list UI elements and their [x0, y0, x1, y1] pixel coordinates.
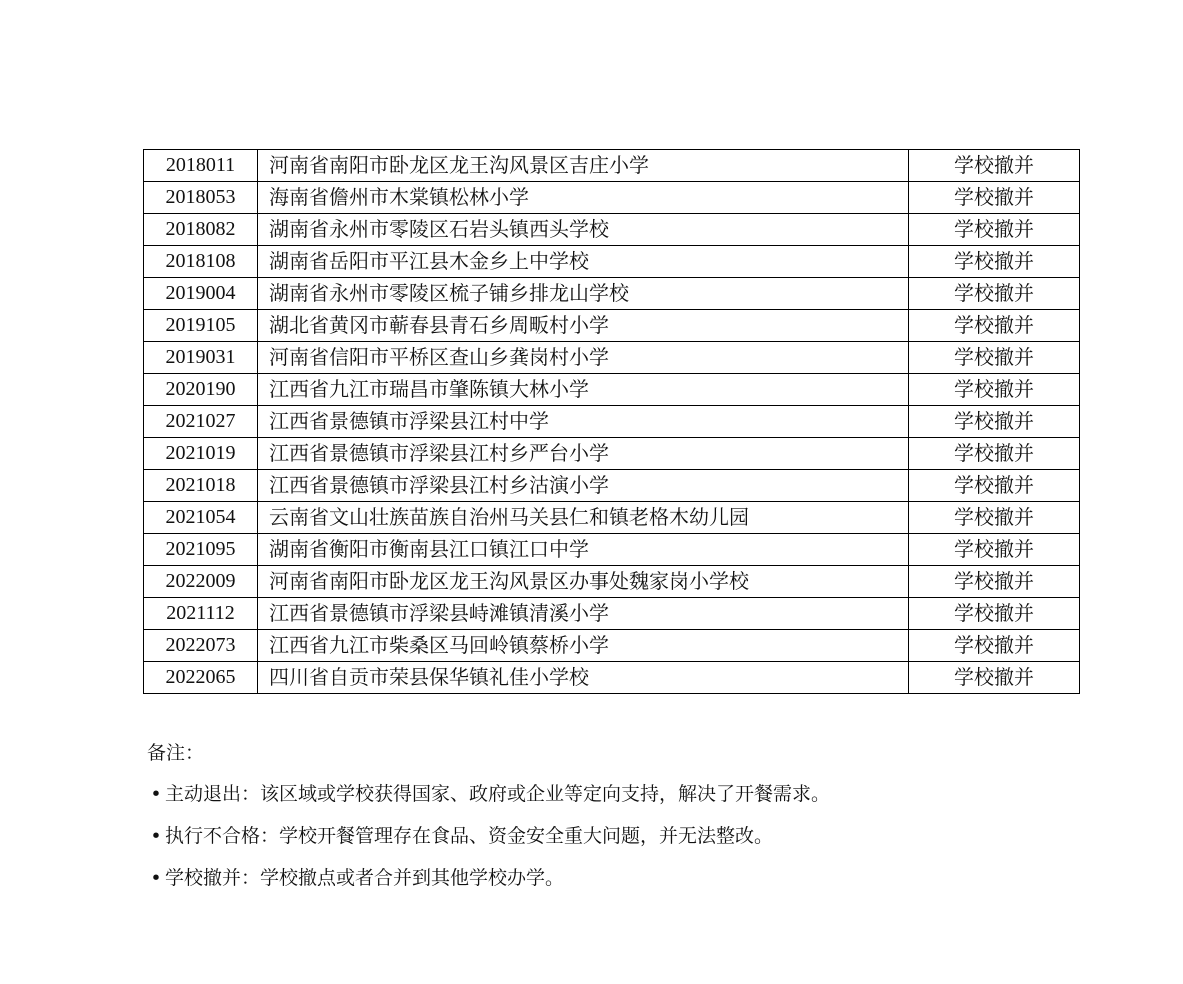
school-id-cell: 2022065: [144, 662, 258, 694]
school-id-cell: 2021027: [144, 406, 258, 438]
table-body: [144, 150, 1080, 694]
school-id-cell: 2019004: [144, 278, 258, 310]
exit-reason-cell: 学校撤并: [909, 502, 1080, 534]
school-id-cell: 2022009: [144, 566, 258, 598]
school-id-cell: 2021019: [144, 438, 258, 470]
school-name-cell: 河南省信阳市平桥区查山乡龚岗村小学: [258, 342, 909, 374]
table-row: [144, 342, 1080, 374]
bullet-icon: •: [150, 825, 162, 847]
school-id-cell: 2021018: [144, 470, 258, 502]
table-row: [144, 438, 1080, 470]
table-row: [144, 374, 1080, 406]
exit-reason-cell: 学校撤并: [909, 534, 1080, 566]
school-id-cell: 2022073: [144, 630, 258, 662]
school-name-cell: 江西省九江市瑞昌市肇陈镇大林小学: [258, 374, 909, 406]
notes-section: [147, 738, 1047, 905]
school-name-cell: 河南省南阳市卧龙区龙王沟风景区办事处魏家岗小学校: [258, 566, 909, 598]
school-exit-table: [143, 149, 1080, 694]
school-name-cell: 江西省九江市柴桑区马回岭镇蔡桥小学: [258, 630, 909, 662]
exit-reason-cell: 学校撤并: [909, 566, 1080, 598]
school-id-cell: 2018011: [144, 150, 258, 182]
note-text: 学校撤并：学校撤点或者合并到其他学校办学。: [165, 867, 565, 889]
exit-reason-cell: 学校撤并: [909, 438, 1080, 470]
exit-reason-cell: 学校撤并: [909, 150, 1080, 182]
school-id-cell: 2021054: [144, 502, 258, 534]
school-name-cell: 湖北省黄冈市蕲春县青石乡周畈村小学: [258, 310, 909, 342]
school-name-cell: 海南省儋州市木棠镇松林小学: [258, 182, 909, 214]
school-name-cell: 江西省景德镇市浮梁县峙滩镇清溪小学: [258, 598, 909, 630]
note-item-noncompliance: [147, 821, 1047, 851]
table-row: [144, 406, 1080, 438]
school-name-cell: 湖南省永州市零陵区梳子铺乡排龙山学校: [258, 278, 909, 310]
table-row: [144, 630, 1080, 662]
school-name-cell: 湖南省永州市零陵区石岩头镇西头学校: [258, 214, 909, 246]
table-row: [144, 150, 1080, 182]
table-row: [144, 662, 1080, 694]
exit-reason-cell: 学校撤并: [909, 470, 1080, 502]
school-id-cell: 2018082: [144, 214, 258, 246]
exit-reason-cell: 学校撤并: [909, 246, 1080, 278]
table-row: [144, 470, 1080, 502]
table-row: [144, 310, 1080, 342]
school-name-cell: 四川省自贡市荣县保华镇礼佳小学校: [258, 662, 909, 694]
school-name-cell: 江西省景德镇市浮梁县江村中学: [258, 406, 909, 438]
school-id-cell: 2018108: [144, 246, 258, 278]
exit-reason-cell: 学校撤并: [909, 662, 1080, 694]
table-row: [144, 214, 1080, 246]
exit-reason-cell: 学校撤并: [909, 278, 1080, 310]
exit-reason-cell: 学校撤并: [909, 598, 1080, 630]
table-row: [144, 278, 1080, 310]
school-id-cell: 2019031: [144, 342, 258, 374]
table-row: [144, 502, 1080, 534]
school-id-cell: 2019105: [144, 310, 258, 342]
school-id-cell: 2020190: [144, 374, 258, 406]
school-name-cell: 江西省景德镇市浮梁县江村乡沽演小学: [258, 470, 909, 502]
note-item-active-exit: [147, 779, 1047, 809]
exit-reason-cell: 学校撤并: [909, 310, 1080, 342]
school-id-cell: 2018053: [144, 182, 258, 214]
exit-reason-cell: 学校撤并: [909, 182, 1080, 214]
table-row: [144, 246, 1080, 278]
note-text: 主动退出：该区域或学校获得国家、政府或企业等定向支持，解决了开餐需求。: [165, 783, 831, 805]
exit-reason-cell: 学校撤并: [909, 214, 1080, 246]
table-row: [144, 182, 1080, 214]
bullet-icon: •: [150, 867, 162, 889]
exit-reason-cell: 学校撤并: [909, 406, 1080, 438]
school-name-cell: 湖南省衡阳市衡南县江口镇江口中学: [258, 534, 909, 566]
table-row: [144, 598, 1080, 630]
notes-title: 备注：: [147, 742, 205, 764]
exit-reason-cell: 学校撤并: [909, 342, 1080, 374]
school-id-cell: 2021095: [144, 534, 258, 566]
table-row: [144, 534, 1080, 566]
exit-reason-cell: 学校撤并: [909, 630, 1080, 662]
school-name-cell: 云南省文山壮族苗族自治州马关县仁和镇老格木幼儿园: [258, 502, 909, 534]
exit-reason-cell: 学校撤并: [909, 374, 1080, 406]
note-item-school-merger: [147, 863, 1047, 893]
school-name-cell: 江西省景德镇市浮梁县江村乡严台小学: [258, 438, 909, 470]
school-name-cell: 河南省南阳市卧龙区龙王沟风景区吉庄小学: [258, 150, 909, 182]
school-name-cell: 湖南省岳阳市平江县木金乡上中学校: [258, 246, 909, 278]
bullet-icon: •: [150, 783, 162, 805]
school-id-cell: 2021112: [144, 598, 258, 630]
note-text: 执行不合格：学校开餐管理存在食品、资金安全重大问题，并无法整改。: [165, 825, 774, 847]
table-row: [144, 566, 1080, 598]
